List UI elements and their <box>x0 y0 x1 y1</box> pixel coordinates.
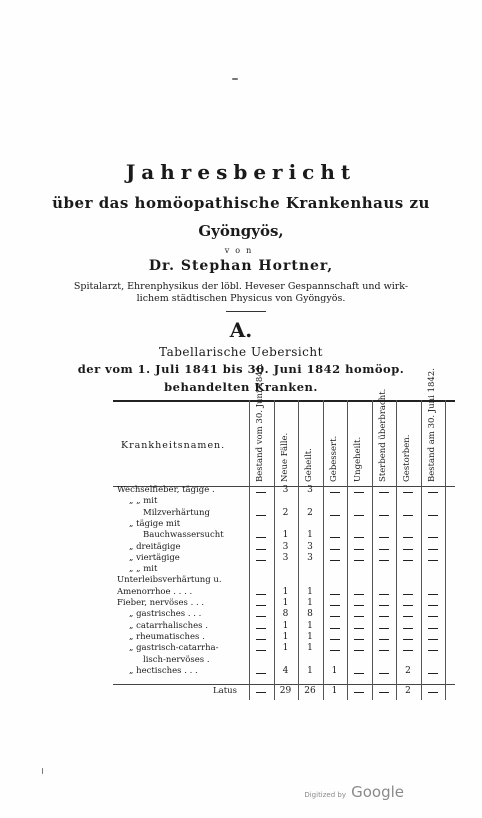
table-cell-dash <box>428 605 438 606</box>
table-cell-dash <box>256 549 266 550</box>
table-sum-dash <box>256 692 266 693</box>
table-cell-dash <box>403 628 413 629</box>
table-cell-dash <box>354 560 364 561</box>
table-cell: 2 <box>405 665 411 676</box>
table-sum-cell: 26 <box>304 686 316 697</box>
column-header: Neue Fälle. <box>279 432 290 482</box>
table-cell-dash <box>330 515 340 516</box>
table-row-name: „ hectisches . . . <box>129 665 198 676</box>
table-row-name: „ dreitägige <box>129 541 181 552</box>
author-name: Dr. Stephan Hortner, <box>148 258 334 274</box>
table-range-line1: der vom 1. Juli 1841 bis 30. Juni 1842 homöop. <box>77 362 405 376</box>
table-cell-dash <box>256 628 266 629</box>
table-cell: 1 <box>282 598 289 608</box>
column-rule <box>347 400 348 700</box>
column-header: Bestand am 30. Juni 1842. <box>426 368 437 482</box>
table-cell: 1 <box>307 631 313 642</box>
table-cell-dash <box>330 549 340 550</box>
table-range-line2: behandelten Kranken. <box>164 380 318 394</box>
table-cell: 1 <box>307 586 313 597</box>
table-cell-dash <box>330 639 340 640</box>
table-cell: 3 <box>282 552 289 563</box>
table-cell: 3 <box>307 485 313 495</box>
table-cell-dash <box>428 549 438 550</box>
table-cell: 1 <box>331 665 338 676</box>
google-watermark <box>304 782 404 801</box>
table-cell-dash <box>354 515 364 516</box>
table-cell-dash <box>256 605 266 606</box>
table-row-name: Bauchwassersucht <box>143 530 224 541</box>
table-cell-dash <box>403 537 413 538</box>
divider-rule <box>226 311 266 312</box>
table-cell-dash <box>330 628 340 629</box>
table-cell-dash <box>379 515 389 516</box>
table-row-name: lisch-nervöses . <box>143 654 210 665</box>
table-cell: 2 <box>282 507 289 518</box>
table-cell-dash <box>403 605 413 606</box>
table-cell: 3 <box>307 552 313 563</box>
table-row-name: „ „ mit <box>129 496 158 507</box>
table-row-name: Amenorrhoe . . . . <box>117 586 193 597</box>
table-cell-dash <box>330 560 340 561</box>
table-cell-dash <box>403 549 413 550</box>
table-row-name: „ tägige mit <box>129 518 181 529</box>
table-cell: 8 <box>307 609 313 620</box>
table-cell-dash <box>379 560 389 561</box>
table-cell-dash <box>354 616 364 617</box>
table-cell-dash <box>330 537 340 538</box>
watermark-brand: Google <box>351 783 404 801</box>
table-cell-dash <box>354 673 364 674</box>
table-sum-cell: 1 <box>331 686 338 697</box>
table-cell-dash <box>379 650 389 651</box>
table-cell: 1 <box>307 643 313 654</box>
table-cell-dash <box>403 515 413 516</box>
table-cell-dash <box>256 537 266 538</box>
column-header: Gestorben. <box>402 434 412 482</box>
table-cell-dash <box>354 594 364 595</box>
table-top-rule <box>113 400 455 402</box>
table-cell-dash <box>428 560 438 561</box>
table-cell-dash <box>379 605 389 606</box>
table-sum-label: Latus <box>213 686 237 697</box>
table-cell-dash <box>330 594 340 595</box>
table-cell: 1 <box>307 665 313 676</box>
author-description-line1: Spitalarzt, Ehrenphysikus der löbl. Heveser Gespannschaft und wirk- <box>73 281 409 292</box>
table-cell-dash <box>379 616 389 617</box>
table-row-name: „ catarrhalisches . <box>129 620 208 631</box>
table-cell-dash <box>379 628 389 629</box>
table-cell-dash <box>379 537 389 538</box>
table-cell: 1 <box>307 598 313 608</box>
table-cell-dash <box>354 537 364 538</box>
table-cell-dash <box>354 639 364 640</box>
column-header: Sterbend überbracht. <box>377 388 388 482</box>
report-subtitle-line2: Gyöngyös, <box>198 222 284 240</box>
watermark-prefix: Digitized by <box>304 791 346 799</box>
table-cell: 8 <box>282 609 289 620</box>
table-row-name: Wechselfieber, tägige . <box>117 485 215 495</box>
author-description-line2: lichem städtischen Physicus von Gyöngyös. <box>136 293 346 304</box>
table-sum-cell: 2 <box>405 686 411 697</box>
table-cell-dash <box>354 628 364 629</box>
table-cell: 1 <box>282 620 289 631</box>
column-header: Gebessert. <box>328 435 339 482</box>
table-row-name: Milzverhärtung <box>143 507 210 518</box>
table-cell-dash <box>428 628 438 629</box>
table-cell-dash <box>428 594 438 595</box>
section-letter: A. <box>229 318 253 342</box>
column-header: Ungeheilt. <box>353 436 363 482</box>
von-word: von <box>224 246 258 255</box>
table-cell-dash <box>428 673 438 674</box>
column-header: Geheilt. <box>304 448 314 482</box>
table-cell-dash <box>403 492 413 493</box>
table-row-name: „ rheumatisches . <box>129 631 205 642</box>
table-cell: 1 <box>282 586 289 597</box>
table-cell: 1 <box>282 530 289 541</box>
table-row-name: „ gastrisches . . . <box>129 609 202 620</box>
table-cell-dash <box>256 639 266 640</box>
column-rule <box>372 400 373 700</box>
table-cell-dash <box>330 650 340 651</box>
table-cell-dash <box>354 605 364 606</box>
table-cell: 3 <box>282 541 289 552</box>
table-cell-dash <box>256 492 266 493</box>
column-rule <box>421 400 422 700</box>
table-cell-dash <box>403 639 413 640</box>
table-cell: 1 <box>307 620 313 631</box>
table-cell-dash <box>330 616 340 617</box>
scan-speck <box>232 78 238 80</box>
table-cell-dash <box>379 673 389 674</box>
table-cell-dash <box>428 492 438 493</box>
table-cell-dash <box>428 537 438 538</box>
table-cell-dash <box>428 515 438 516</box>
table-sum-dash <box>379 692 389 693</box>
table-row-name: Unterleibsverhärtung u. <box>117 575 222 586</box>
table-cell-dash <box>403 616 413 617</box>
table-cell-dash <box>256 560 266 561</box>
table-cell-dash <box>403 560 413 561</box>
table-cell-dash <box>330 492 340 493</box>
table-cell-dash <box>428 616 438 617</box>
scan-speck <box>42 768 43 774</box>
table-row-name: „ gastrisch-catarrha- <box>129 643 219 654</box>
table-title: Tabellarische Uebersicht <box>159 345 323 359</box>
report-title: Jahresbericht <box>125 160 357 184</box>
table-cell-dash <box>354 492 364 493</box>
table-row-name: „ „ mit <box>129 564 158 575</box>
table-cell-dash <box>379 594 389 595</box>
table-sum-cell: 29 <box>279 686 292 697</box>
table-cell-dash <box>403 594 413 595</box>
table-cell-dash <box>256 673 266 674</box>
table-cell-dash <box>330 605 340 606</box>
table-cell-dash <box>379 639 389 640</box>
table-sum-rule <box>113 684 455 685</box>
table-cell: 3 <box>307 541 313 552</box>
report-subtitle-line1: über das homöopathische Krankenhaus zu <box>52 194 430 212</box>
table-sum-dash <box>354 692 364 693</box>
table-cell: 3 <box>282 485 289 495</box>
column-header-names: Krankheitsnamen. <box>121 440 226 451</box>
table-cell: 1 <box>282 643 289 654</box>
table-cell: 1 <box>282 631 289 642</box>
table-cell-dash <box>354 650 364 651</box>
table-cell-dash <box>403 650 413 651</box>
column-header: Bestand vom 30. Juni 1841. <box>255 363 265 482</box>
table-cell-dash <box>379 492 389 493</box>
table-cell: 1 <box>307 530 313 541</box>
table-cell-dash <box>256 594 266 595</box>
column-rule <box>249 400 250 700</box>
column-rule <box>323 400 324 700</box>
table-cell-dash <box>256 650 266 651</box>
table-cell-dash <box>354 549 364 550</box>
table-cell-dash <box>256 616 266 617</box>
column-rule <box>396 400 397 700</box>
table-cell-dash <box>256 515 266 516</box>
table-cell-dash <box>428 639 438 640</box>
column-rule <box>445 400 446 700</box>
table-row-name: Fieber, nervöses . . . <box>117 598 205 608</box>
table-cell: 2 <box>307 507 313 518</box>
table-cell-dash <box>379 549 389 550</box>
table-sum-dash <box>428 692 438 693</box>
table-cell: 4 <box>282 665 289 676</box>
table-row-name: „ viertägige <box>129 552 180 563</box>
table-cell-dash <box>428 650 438 651</box>
